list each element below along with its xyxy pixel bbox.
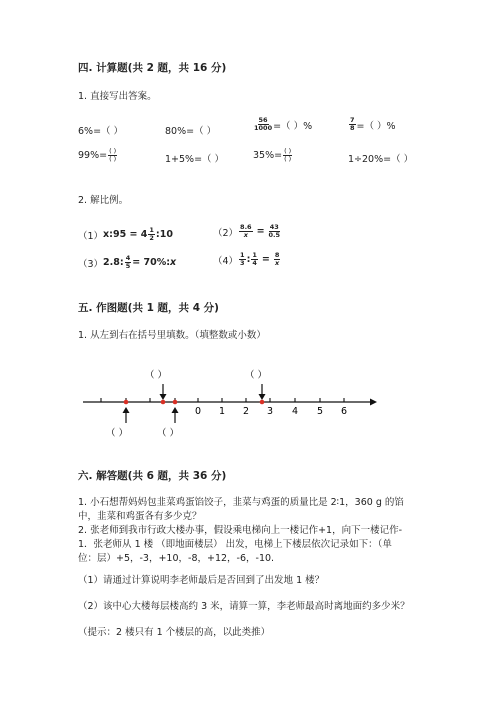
equals-sign: = bbox=[261, 254, 270, 265]
variable: x bbox=[170, 257, 177, 268]
q2-line-2: 1．张老师从 1 楼 （即地面楼层） 出发，电梯上下楼层依次记录如下：（单 bbox=[78, 539, 392, 550]
calc-1-plus-5-percent: 1+5%=（ ） bbox=[165, 154, 225, 165]
expression-head: 35%= bbox=[253, 150, 283, 161]
section-5-heading: 五. 作图题(共 1 题，共 4 分) bbox=[78, 302, 219, 314]
up-arrow-left-head-icon bbox=[123, 407, 130, 413]
tick-label-2: 2 bbox=[242, 406, 250, 417]
item-label: （3） bbox=[78, 258, 104, 270]
fraction: $\frac{4}{5}$ bbox=[125, 254, 131, 270]
calc-56-over-1000 bbox=[253, 117, 312, 132]
bottom-blank-right: （ ） bbox=[157, 428, 180, 439]
up-arrow-right-head-icon bbox=[172, 407, 179, 413]
blank-fraction: $\frac{( )}{( )}$ bbox=[109, 147, 117, 163]
tick-label-1: 1 bbox=[218, 406, 226, 417]
tick-label-6: 6 bbox=[340, 406, 348, 417]
down-arrow-left-head-icon bbox=[160, 394, 167, 400]
expression-tail: =（ ）% bbox=[273, 120, 313, 132]
tick-label-5: 5 bbox=[316, 406, 324, 417]
fraction: $\frac{56}{1000}$ bbox=[254, 116, 273, 132]
section-5-question-1: 1. 从左到右在括号里填数。（填整数或小数） bbox=[78, 330, 266, 341]
item-label: （1） bbox=[78, 230, 104, 242]
fraction-3: $\frac{8}{x}$ bbox=[274, 251, 280, 267]
proportion-3 bbox=[78, 255, 176, 270]
tick-label-4: 4 bbox=[291, 406, 299, 417]
point-top-right bbox=[260, 400, 265, 405]
question-1-title: 1. 直接写出答案。 bbox=[78, 91, 157, 102]
question-2-title: 2. 解比例。 bbox=[78, 195, 129, 206]
point-bottom-left bbox=[124, 400, 129, 405]
proportion-1 bbox=[78, 227, 173, 242]
calc-7-over-8 bbox=[348, 117, 396, 132]
top-blank-left: （ ） bbox=[145, 370, 168, 381]
calc-35-percent bbox=[253, 148, 293, 163]
fraction-1: $\frac{1}{3}$ bbox=[240, 251, 245, 267]
top-blank-right: （ ） bbox=[245, 370, 268, 381]
hint-text: （提示：2 楼只有 1 个楼层的高，以此类推） bbox=[78, 627, 271, 638]
q2-line-1: 2. 张老师到我市行政大楼办事，假设乘电梯向上一楼记作+1，向下一楼记作- bbox=[78, 525, 403, 536]
fraction-left: $\frac{8.6}{x}$ bbox=[240, 223, 252, 239]
calc-1-div-20-percent: 1÷20%=（ ） bbox=[348, 154, 414, 165]
expression-head: 99%= bbox=[78, 150, 108, 161]
calc-6-percent: 6%=（ ） bbox=[78, 126, 124, 137]
expression-head: x:95 = 4 bbox=[103, 229, 148, 240]
q1-line-1: 1. 小石想帮妈妈包韭菜鸡蛋馅饺子，韭菜与鸡蛋的质量比是 2∶1，360 g 的馅 bbox=[78, 497, 404, 508]
item-label: （4） bbox=[213, 255, 239, 267]
item-label: （2） bbox=[213, 227, 239, 239]
point-bottom-right bbox=[173, 400, 178, 405]
section-6-heading: 六. 解答题(共 6 题，共 36 分) bbox=[78, 470, 227, 482]
blank-fraction: $\frac{( )}{( )}$ bbox=[284, 147, 292, 163]
fraction-right: $\frac{43}{0.5}$ bbox=[268, 223, 281, 239]
colon: : bbox=[246, 254, 251, 265]
tick-label-0: 0 bbox=[194, 406, 202, 417]
axis-arrow-icon bbox=[370, 399, 377, 406]
fraction-2: $\frac{1}{4}$ bbox=[252, 251, 257, 267]
calc-99-percent bbox=[78, 148, 118, 163]
expression-tail: = 70%: bbox=[132, 257, 171, 268]
bottom-blank-left: （ ） bbox=[106, 428, 129, 439]
fraction: $\frac{1}{2}$ bbox=[149, 226, 154, 242]
point-top-left bbox=[161, 400, 166, 405]
equals-sign: = bbox=[256, 226, 265, 237]
q2-line-3: 位：层）+5，-3，+10，-8，+12，-6，-10. bbox=[78, 553, 275, 564]
proportion-4 bbox=[213, 252, 281, 267]
tick-label-3: 3 bbox=[266, 406, 274, 417]
calc-80-percent: 80%=（ ） bbox=[165, 126, 217, 137]
q1-line-2: 中，韭菜和鸡蛋各有多少克？ bbox=[78, 511, 202, 522]
expression-head: 2.8: bbox=[103, 257, 124, 268]
fraction: $\frac{7}{8}$ bbox=[350, 116, 355, 132]
section-4-heading: 四. 计算题(共 2 题，共 16 分) bbox=[78, 62, 227, 74]
number-line-figure bbox=[0, 360, 500, 440]
expression-tail: :10 bbox=[155, 229, 173, 240]
down-arrow-right-head-icon bbox=[259, 394, 266, 400]
proportion-2 bbox=[213, 224, 281, 239]
expression-tail: =（ ）% bbox=[356, 120, 396, 132]
sub-question-2: （2）该中心大楼每层楼高约 3 米，请算一算，李老师最高时离地面约多少米？ bbox=[78, 601, 410, 612]
sub-question-1: （1）请通过计算说明李老师最后是否回到了出发地 1 楼？ bbox=[78, 575, 325, 586]
